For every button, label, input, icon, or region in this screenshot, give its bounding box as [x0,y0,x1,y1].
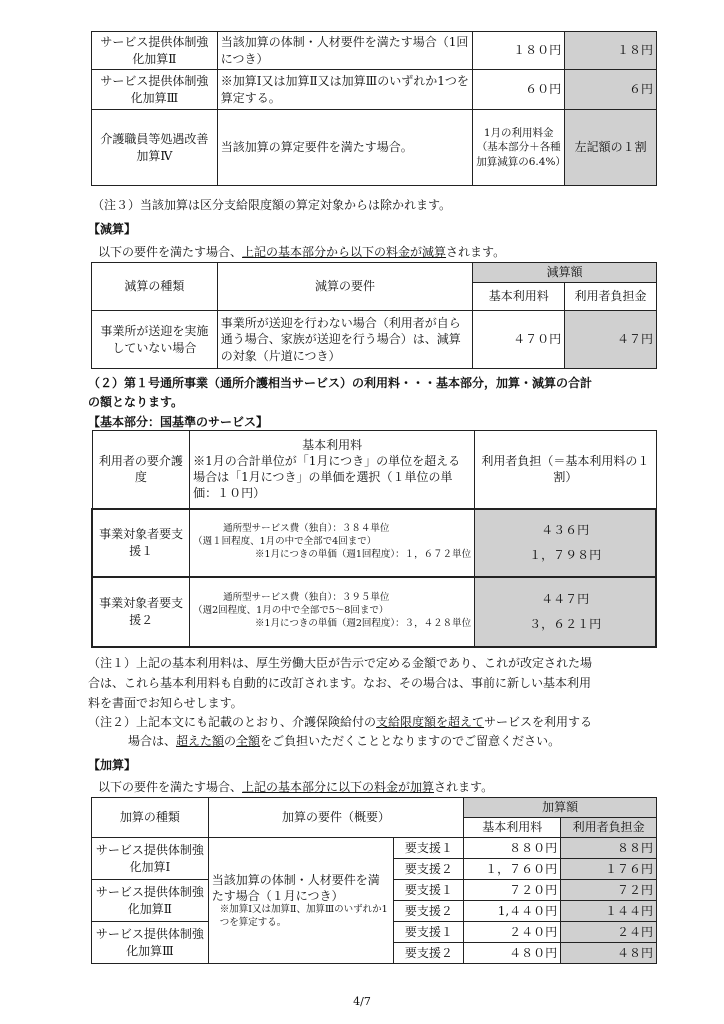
kihon-h-fee [190,431,475,509]
kasan-user: ４８円 [561,943,657,964]
gensan-table [91,262,657,369]
kihon-h-fee-title: 基本利用料 [302,437,363,452]
kasan-user: １４４円 [561,901,657,922]
kasan-user: １７６円 [561,859,657,880]
top-row-base: １８０円 [473,32,565,70]
kasan-level: 要支援１ [394,922,464,943]
top-row-name: サービス提供体制強化加算Ⅱ [92,32,218,70]
kihon-fee-line: 通所型サービス費（独自）：３８４単位 [223,523,390,535]
top-row-user: ６円 [565,70,657,110]
top-row-base: 1月の利用料金（基本部分＋各種加算減算の6.4%） [473,110,565,186]
top-kasan-table [91,31,657,186]
gensan-heading: 【減算】 [88,222,137,236]
gensan-h-base: 基本利用料 [473,283,565,311]
kasan-level: 要支援１ [394,838,464,859]
kihon-row-user [475,577,656,647]
kihon-fee-line: ※1月につきの単価（週1回程度）：１，６７２単位 [254,548,472,560]
kasan-base: ２４０円 [464,922,561,943]
kihon-user-line: ３，６２１円 [529,616,602,631]
kasan-group-name: サービス提供体制強化加算Ⅱ [92,880,209,922]
top-row-base: ６０円 [473,70,565,110]
kihon-table [91,430,657,648]
kasan-level: 要支援１ [394,880,464,901]
gensan-h-amount: 減算額 [473,263,657,283]
kasan-heading: 【加算】 [88,758,137,772]
note-1b: 合は、これら基本利用料も自動的に改訂されます。なお、その場合は、事前に新しい基本利用 [88,676,592,690]
sec2-line1: （２）第１号通所事業（通所介護相当サービス）の利用料・・・基本部分，加算・減算の合計 [88,376,593,390]
kihon-row-fee [190,577,475,647]
kasan-h-user: 利用者負担金 [561,818,657,838]
kasan-h-amount: 加算額 [464,798,657,818]
kihon-fee-line: （週１回程度、1月の中で全部で4回まで） [193,536,377,548]
gensan-intro: 以下の要件を満たす場合、上記の基本部分から以下の料金が減算されます。 [98,245,506,259]
gensan-row-base: ４７０円 [473,311,565,369]
gensan-h-user: 利用者負担金 [565,283,657,311]
kasan-base: ７２０円 [464,880,561,901]
kihon-h-fee-note: ※1月の合計単位が「1月につき」の単位を超える場合は「1月につき」の単価を選択（１単位の単価：１０円） [193,454,461,501]
note-1c: 料を書面でお知らせします。 [88,696,243,710]
kasan-user: ８８円 [561,838,657,859]
gensan-h-type: 減算の種類 [92,263,218,311]
kasan-group-name: サービス提供体制強化加算Ⅲ [92,922,209,964]
kasan-base: １，７６０円 [464,859,561,880]
kihon-row-level: 事業対象者要支援１ [92,509,190,577]
note-2b: 場合は、超えた額の全額をご負担いただくこととなりますのでご留意ください。 [128,734,561,748]
kihon-user-line: ４３６円 [541,523,590,538]
kihon-user-line: ４４７円 [541,592,590,607]
kasan-level: 要支援２ [394,859,464,880]
top-row-name: 介護職員等処遇改善加算Ⅳ [92,110,218,186]
kasan-level: 要支援２ [394,943,464,964]
gensan-h-req: 減算の要件 [217,263,473,311]
kasan-group-name: サービス提供体制強化加算Ⅰ [92,838,209,880]
kasan-user: ２４円 [561,922,657,943]
kihon-fee-line: ※1月につきの単価（週2回程度）：３，４２８単位 [254,617,472,629]
kihon-fee-line: 通所型サービス費（独自）：３９５単位 [223,592,390,604]
kihon-user-line: １，７９８円 [529,547,602,562]
kasan-h-req: 加算の要件（概要） [208,798,464,838]
kasan-intro: 以下の要件を満たす場合、上記の基本部分に以下の料金が加算されます。 [98,780,494,794]
page-number: 4/7 [353,995,371,1008]
note-3: （注３）当該加算は区分支給限度額の算定対象からは除かれます。 [92,198,452,212]
gensan-row-user: ４７円 [565,311,657,369]
kasan-table [91,797,657,964]
kihon-h-level: 利用者の要介護度 [92,431,190,509]
note-1a: （注１）上記の基本利用料は、厚生労働大臣が告示で定める金額であり、これが改定された場 [88,656,593,670]
gensan-row-name: 事業所が送迎を実施していない場合 [92,311,218,369]
kasan-base: 1,４４０円 [464,901,561,922]
kihon-fee-line: （週2回程度、1月の中で全部で5～8回まで） [193,605,389,617]
kihon-row-user [475,509,656,577]
kasan-base: ８８０円 [464,838,561,859]
gensan-row-req: 事業所が送迎を行わない場合（利用者が自ら通う場合、家族が送迎を行う場合）は、減算の対象（片道につき） [217,311,473,369]
kihon-row-fee [190,509,475,577]
kasan-base: ４８０円 [464,943,561,964]
kasan-req [208,838,394,964]
top-row-req: ※加算Ⅰ又は加算Ⅱ又は加算Ⅲのいずれか1つを算定する。 [217,70,473,110]
kasan-user: ７２円 [561,880,657,901]
kihon-h-user: 利用者負担（＝基本利用料の１割） [475,431,656,509]
kasan-level: 要支援２ [394,901,464,922]
top-row-user: 左記額の１割 [565,110,657,186]
kasan-req-note: ※加算Ⅰ又は加算Ⅱ、加算Ⅲのいずれか1つを算定する。 [219,903,388,928]
kasan-h-base: 基本利用料 [464,818,561,838]
top-row-req: 当該加算の体制・人材要件を満たす場合（1回につき） [217,32,473,70]
kasan-h-type: 加算の種類 [92,798,209,838]
top-row-req: 当該加算の算定要件を満たす場合。 [217,110,473,186]
kasan-req-main: 当該加算の体制・人材要件を満たす場合（１月につき） [211,872,380,903]
sec2-line2: の額となります。 [88,395,184,409]
sec2-heading: 【基本部分：国基準のサービス】 [88,415,269,429]
top-row-user: １８円 [565,32,657,70]
kihon-row-level: 事業対象者要支援２ [92,577,190,647]
top-row-name: サービス提供体制強化加算Ⅲ [92,70,218,110]
note-2a: （注２）上記本文にも記載のとおり、介護保険給付の支給限度額を超えてサービスを利用する [88,715,593,729]
